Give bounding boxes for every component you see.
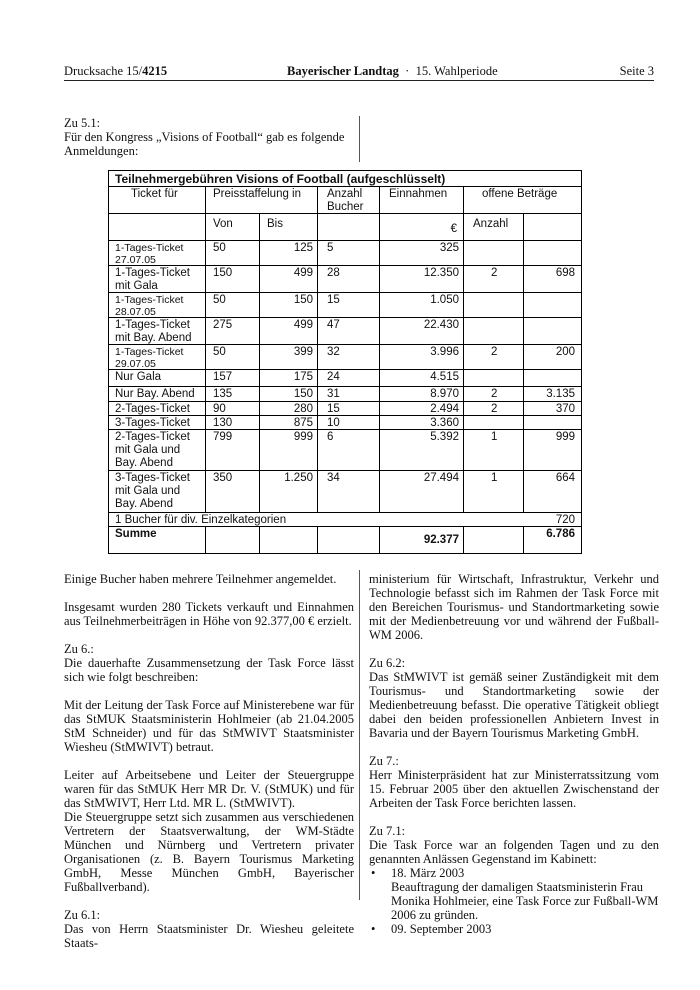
table-cell-von: 50 <box>213 294 226 306</box>
table-cell-ticket: 1-Tages-Ticket 28.07.05 <box>115 294 184 318</box>
table-cell-ticket: 3-Tages-Ticket <box>115 417 190 429</box>
section-heading: Zu 6.1: <box>64 908 101 922</box>
table-cell-ticket: 1-Tages-Ticket mit Bay. Abend <box>115 319 192 344</box>
list-item <box>369 922 659 936</box>
table-cell-anzahl: 15 <box>327 403 340 415</box>
table-cell-bis: 1.250 <box>284 472 313 484</box>
table-cell-bis: 175 <box>293 371 313 383</box>
table-cell-off-betrag: 3.135 <box>546 388 575 400</box>
paragraph: Die dauerhafte Zusammensetzung der Task Force lässt sich wie folgt beschreiben: <box>64 656 354 684</box>
table-cell-off-betrag: 664 <box>555 472 575 484</box>
table-cell-anzahl: 32 <box>327 346 340 358</box>
col-header-ticket: Ticket für <box>131 188 178 200</box>
paragraph: Mit der Leitung der Task Force auf Ministerebene war für das StMUK Staatsministerin Hohlmeier (ab 21.04.2005 StM Schneider) und für das StMWIVT Staatsminister Wiesheu (StMWIVT) betraut. <box>64 698 354 754</box>
table-cell-einnahmen: 8.970 <box>430 388 459 400</box>
table-cell-ticket: Nur Gala <box>115 371 162 383</box>
subheader-von: Von <box>213 218 233 230</box>
table-cell-von: 799 <box>213 431 233 443</box>
bullet: • <box>371 922 376 936</box>
table-cell-off-anzahl: 2 <box>491 267 498 279</box>
table-cell-anzahl: 10 <box>327 417 340 429</box>
table-cell-von: 157 <box>213 371 233 383</box>
paragraph: Die Task Force war an folgenden Tagen und zu den genannten Anlässen Gegenstand im Kabinett: <box>369 838 659 866</box>
table-cell-off-anzahl: 2 <box>491 346 498 358</box>
table-cell-off-betrag: 698 <box>555 267 575 279</box>
einzel-label: 1 Bucher für div. Einzelkategorien <box>115 514 287 526</box>
paragraph: ministerium für Wirtschaft, Infrastruktur, Verkehr und Technologie befasst sich im Rahmen der Task Force mit den Bereichen Tourismus- und Standortmarketing sowie mit der Medienbetreuung vor und während der Fußball-WM 2006. <box>369 572 659 642</box>
table-cell-einnahmen: 5.392 <box>430 431 459 443</box>
table-cell-bis: 875 <box>293 417 313 429</box>
table-cell-von: 50 <box>213 346 226 358</box>
table-cell-off-betrag: 999 <box>555 431 575 443</box>
list-item <box>369 866 659 922</box>
table-cell-off-anzahl: 1 <box>491 431 498 443</box>
table-cell-von: 130 <box>213 417 233 429</box>
col-header-preis: Preisstaffelung in <box>213 188 302 200</box>
table-cell-bis: 399 <box>293 346 313 358</box>
table-cell-ticket: 1-Tages-Ticket 29.07.05 <box>115 346 184 370</box>
section-heading: Zu 7.1: <box>369 824 406 838</box>
table-cell-anzahl: 24 <box>327 371 340 383</box>
table-cell-ticket: 1-Tages-Ticket mit Gala <box>115 267 190 292</box>
table-cell-anzahl: 47 <box>327 319 340 331</box>
table-cell-von: 275 <box>213 319 233 331</box>
right-column <box>369 572 659 936</box>
subheader-bis: Bis <box>267 218 283 230</box>
page-number: Seite 3 <box>619 64 654 78</box>
table-cell-anzahl: 15 <box>327 294 340 306</box>
table-cell-bis: 125 <box>293 242 313 254</box>
table-cell-anzahl: 31 <box>327 388 340 400</box>
table-cell-bis: 280 <box>293 403 313 415</box>
table-cell-bis: 499 <box>293 267 313 279</box>
table-cell-einnahmen: 325 <box>439 242 459 254</box>
paragraph: Die Steuergruppe setzt sich zusammen aus verschiedenen Vertretern der Staatsverwaltung, der WM-Städte München und Nürnberg und Vertretern privater Organisationen (z. B. Bayern Tourismus Marketing GmbH, Messe München GmbH, Bayerischer Fußballverband). <box>64 810 354 894</box>
table-cell-einnahmen: 3.996 <box>430 346 459 358</box>
table-cell-off-anzahl: 2 <box>491 403 498 415</box>
table-cell-off-anzahl: 1 <box>491 472 498 484</box>
summe-label: Summe <box>115 528 157 540</box>
table-cell-einnahmen: 3.360 <box>430 417 459 429</box>
table-cell-ticket: 1-Tages-Ticket 27.07.05 <box>115 242 184 266</box>
table-cell-ticket: Nur Bay. Abend <box>115 388 195 400</box>
col-header-anzahl-bucher: Anzahl Bucher <box>327 188 364 213</box>
bullet: • <box>371 866 376 880</box>
einzel-betrag: 720 <box>555 514 575 526</box>
subheader-euro: € <box>450 223 457 235</box>
table-cell-anzahl: 6 <box>327 431 334 443</box>
table-cell-bis: 150 <box>293 294 313 306</box>
list-item-date: 18. März 2003 <box>391 866 465 880</box>
table-cell-von: 350 <box>213 472 233 484</box>
subheader-anzahl: Anzahl <box>473 218 509 230</box>
table-cell-von: 150 <box>213 267 233 279</box>
list-item-date: 09. September 2003 <box>391 922 492 936</box>
table-cell-off-anzahl: 2 <box>491 388 498 400</box>
table-cell-einnahmen: 2.494 <box>430 403 459 415</box>
intro-text: Für den Kongress „Visions of Football“ gab es folgende Anmeldungen: <box>64 130 345 158</box>
column-divider <box>359 570 360 900</box>
table-title: Teilnehmergebühren Visions of Football (aufgeschlüsselt) <box>115 172 446 186</box>
table-cell-anzahl: 5 <box>327 242 334 254</box>
table-cell-bis: 999 <box>293 431 313 443</box>
section-heading: Zu 6.2: <box>369 656 406 670</box>
paragraph: Das StMWIVT ist gemäß seiner Zuständigkeit mit dem Tourismus- und Standortmarketing sowie der Medienbetreuung befasst. Die operative Tätigkeit obliegt dabei den beiden professionellen Anbietern Invest in Bavaria und der Bayern Tourismus Marketing GmbH. <box>369 670 659 740</box>
table-cell-einnahmen: 12.350 <box>423 267 459 279</box>
section-heading: Zu 6.: <box>64 642 94 656</box>
table-cell-einnahmen: 4.515 <box>430 371 459 383</box>
table-cell-ticket: 2-Tages-Ticket <box>115 403 190 415</box>
fees-table <box>108 170 582 554</box>
table-cell-bis: 499 <box>293 319 313 331</box>
paragraph: Herr Ministerpräsident hat zur Ministerratssitzung vom 15. Februar 2005 über den aktuellen Zwischenstand der Arbeiten der Task Force berichten lassen. <box>369 768 659 810</box>
document-number: Drucksache 15/4215 <box>64 64 168 78</box>
table-cell-von: 90 <box>213 403 226 415</box>
section-heading: Zu 7.: <box>369 754 399 768</box>
table-cell-off-betrag: 370 <box>555 403 575 415</box>
col-header-einnahmen: Einnahmen <box>389 188 448 200</box>
table-cell-off-betrag: 200 <box>555 346 575 358</box>
table-cell-ticket: 2-Tages-Ticket mit Gala und Bay. Abend <box>115 431 190 469</box>
table-cell-einnahmen: 1.050 <box>430 294 459 306</box>
summe-einnahmen: 92.377 <box>423 534 459 546</box>
paragraph: Das von Herrn Staatsminister Dr. Wiesheu geleitete Staats- <box>64 922 354 950</box>
paragraph: Leiter auf Arbeitsebene und Leiter der Steuergruppe waren für das StMUK Herr MR Dr. V. (StMUK) und für das StMWIVT, Herr Ltd. MR L. (StMWIVT). <box>64 768 354 810</box>
table-cell-ticket: 3-Tages-Ticket mit Gala und Bay. Abend <box>115 472 190 510</box>
list-item-text: Beauftragung der damaligen Staatsministerin Frau Monika Hohlmeier, eine Task Force zur Fußball-WM 2006 zu gründen. <box>391 880 659 922</box>
table-cell-von: 135 <box>213 388 233 400</box>
intro-section <box>64 116 354 158</box>
table-cell-einnahmen: 22.430 <box>423 319 459 331</box>
page-header <box>64 62 654 81</box>
column-divider <box>359 116 360 162</box>
table-cell-einnahmen: 27.494 <box>423 472 459 484</box>
table-cell-bis: 150 <box>293 388 313 400</box>
col-header-offene: offene Beträge <box>482 188 558 200</box>
left-column <box>64 572 354 950</box>
paragraph: Einige Bucher haben mehrere Teilnehmer angemeldet. <box>64 572 337 586</box>
paragraph: Insgesamt wurden 280 Tickets verkauft und Einnahmen aus Teilnehmerbeiträgen in Höhe von 92.377,00 € erzielt. <box>64 600 354 628</box>
table-cell-anzahl: 28 <box>327 267 340 279</box>
parliament-title: Bayerischer Landtag · 15. Wahlperiode <box>287 64 498 78</box>
section-heading: Zu 5.1: <box>64 116 101 130</box>
summe-betrag: 6.786 <box>546 528 575 540</box>
table-cell-anzahl: 34 <box>327 472 340 484</box>
table-cell-von: 50 <box>213 242 226 254</box>
